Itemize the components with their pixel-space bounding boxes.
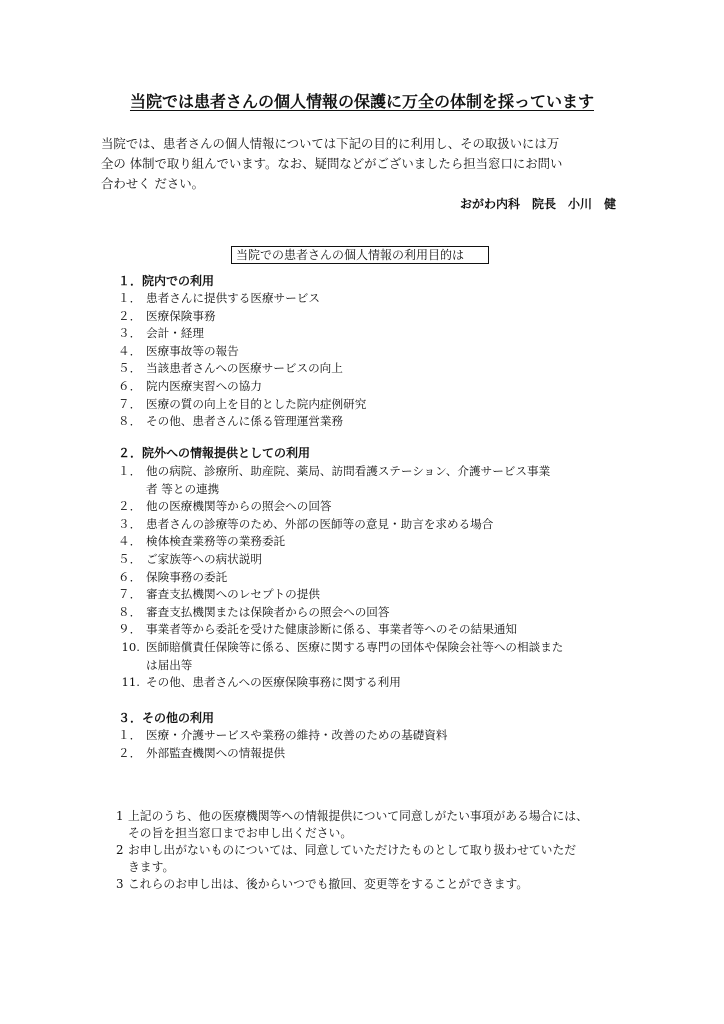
item-number: ４． xyxy=(118,534,142,549)
item-text: 医療保険事務 xyxy=(146,308,216,323)
item-number: ３． xyxy=(118,326,142,341)
intro-line: 全の 体制で取り組んでいます。なお、疑問などがございましたら担当窓口にお問い xyxy=(101,156,563,171)
item-number: ８． xyxy=(118,414,142,429)
list-item xyxy=(118,745,447,763)
list-item xyxy=(118,621,563,639)
list-item xyxy=(118,639,563,657)
note-continuation: その旨を担当窓口までお申し出ください。 xyxy=(128,826,353,840)
section-heading: ３．その他の利用 xyxy=(118,711,215,725)
item-text: 当該患者さんへの医療サービスの向上 xyxy=(146,361,343,376)
item-text: 事業者等から委託を受けた健康診断に係る、事業者等へのその結果通知 xyxy=(146,622,518,637)
intro-line: 当院では、患者さんの個人情報については下記の目的に利用し、その取扱いには万 xyxy=(101,136,560,151)
list-item-continuation: は届出等 xyxy=(146,657,193,672)
note-item xyxy=(116,876,626,893)
section-list xyxy=(118,727,447,762)
section-list xyxy=(118,463,563,692)
item-text: その他、患者さんに係る管理運営業務 xyxy=(146,414,344,429)
intro-line: 合わせく ださい。 xyxy=(101,176,205,191)
item-number: ３． xyxy=(118,516,142,531)
item-text: 他の医療機関等からの照会への回答 xyxy=(146,499,332,514)
signature: おがわ内科 院長 小川 健 xyxy=(459,197,616,211)
item-number: ２． xyxy=(118,308,142,323)
item-text: 医療の質の向上を目的とした院内症例研究 xyxy=(146,396,367,411)
note-item xyxy=(116,842,626,859)
item-number: ４． xyxy=(118,343,142,358)
list-item xyxy=(118,413,366,431)
item-text: 検体検査業務等の業務委託 xyxy=(146,534,286,549)
note-number: 1 xyxy=(116,809,124,823)
item-text: 患者さんに提供する医療サービス xyxy=(146,291,320,305)
item-number: 11. xyxy=(121,675,140,690)
item-text: 審査支払機関または保険者からの照会への回答 xyxy=(146,604,390,619)
item-number: ２． xyxy=(118,499,142,514)
item-number: ８． xyxy=(118,604,142,619)
list-item xyxy=(118,325,366,343)
list-item xyxy=(118,290,366,308)
list-item xyxy=(118,727,447,745)
note-number: 3 xyxy=(116,877,124,891)
item-number: ９． xyxy=(118,622,142,637)
intro-paragraph xyxy=(101,134,616,194)
item-text: 会計・経理 xyxy=(146,326,204,341)
section-list xyxy=(118,290,366,431)
item-text: 医師賠償責任保険等に係る、医療に関する専門の団体や保険会社等への相談また xyxy=(146,639,564,654)
item-text: 患者さんの診療等のため、外部の医師等の意見・助言を求める場合 xyxy=(146,516,494,531)
note-text: これらのお申し出は、後からいつでも撤回、変更等をすることができます。 xyxy=(128,877,529,891)
item-number: １． xyxy=(118,728,142,742)
item-text: 他の病院、診療所、助産院、薬局、訪問看護ステーション、介護サービス事業 xyxy=(146,464,551,478)
item-text: ご家族等への病状説明 xyxy=(146,551,262,566)
item-number: ６． xyxy=(118,378,142,393)
note-continuation: きます。 xyxy=(128,860,175,874)
list-item xyxy=(118,378,366,396)
item-number: 10. xyxy=(121,639,140,654)
item-text: 医療・介護サービスや業務の維持・改善のための基礎資料 xyxy=(146,728,448,742)
item-text: 保険事務の委託 xyxy=(146,569,228,584)
item-number: ２． xyxy=(118,745,142,760)
section-heading: ２．院外への情報提供としての利用 xyxy=(118,446,311,460)
note-item xyxy=(116,808,626,825)
item-text: 外部監査機関への情報提供 xyxy=(146,745,286,760)
item-number: １． xyxy=(118,291,142,305)
item-number: １． xyxy=(118,464,142,478)
list-item xyxy=(118,551,563,569)
item-text: その他、患者さんへの医療保険事務に関する利用 xyxy=(146,675,401,690)
list-item xyxy=(118,308,366,326)
page-title-text: 当院では患者さんの個人情報の保護に万全の体制を採っています xyxy=(129,92,594,111)
item-number: ７． xyxy=(118,396,142,411)
item-number: ５． xyxy=(118,361,142,376)
list-item xyxy=(118,604,563,622)
section-heading: １．院内での利用 xyxy=(118,274,215,288)
note-number: 2 xyxy=(116,843,124,857)
item-text: 審査支払機関へのレセプトの提供 xyxy=(146,587,320,602)
list-item xyxy=(118,498,563,516)
item-text: 院内医療実習への協力 xyxy=(146,378,262,393)
list-item-continuation: 者 等との連携 xyxy=(146,481,220,496)
item-number: ６． xyxy=(118,569,142,584)
list-item xyxy=(118,586,563,604)
boxed-heading: 当院での患者さんの個人情報の利用目的は xyxy=(231,246,489,264)
note-text: 上記のうち、他の医療機関等への情報提供について同意しがたい事項がある場合には、 xyxy=(128,809,588,823)
notes-list xyxy=(116,808,626,893)
list-item xyxy=(118,516,563,534)
list-item xyxy=(118,360,366,378)
list-item xyxy=(118,463,563,481)
page-title xyxy=(0,91,724,113)
item-text: 医療事故等の報告 xyxy=(146,343,239,358)
list-item xyxy=(118,674,563,692)
list-item xyxy=(118,396,366,414)
list-item xyxy=(118,569,563,587)
list-item xyxy=(118,343,366,361)
list-item xyxy=(118,533,563,551)
item-number: ５． xyxy=(118,551,142,566)
item-number: ７． xyxy=(118,587,142,602)
note-text: お申し出がないものについては、同意していただけたものとして取り扱わせていただ xyxy=(128,843,577,857)
